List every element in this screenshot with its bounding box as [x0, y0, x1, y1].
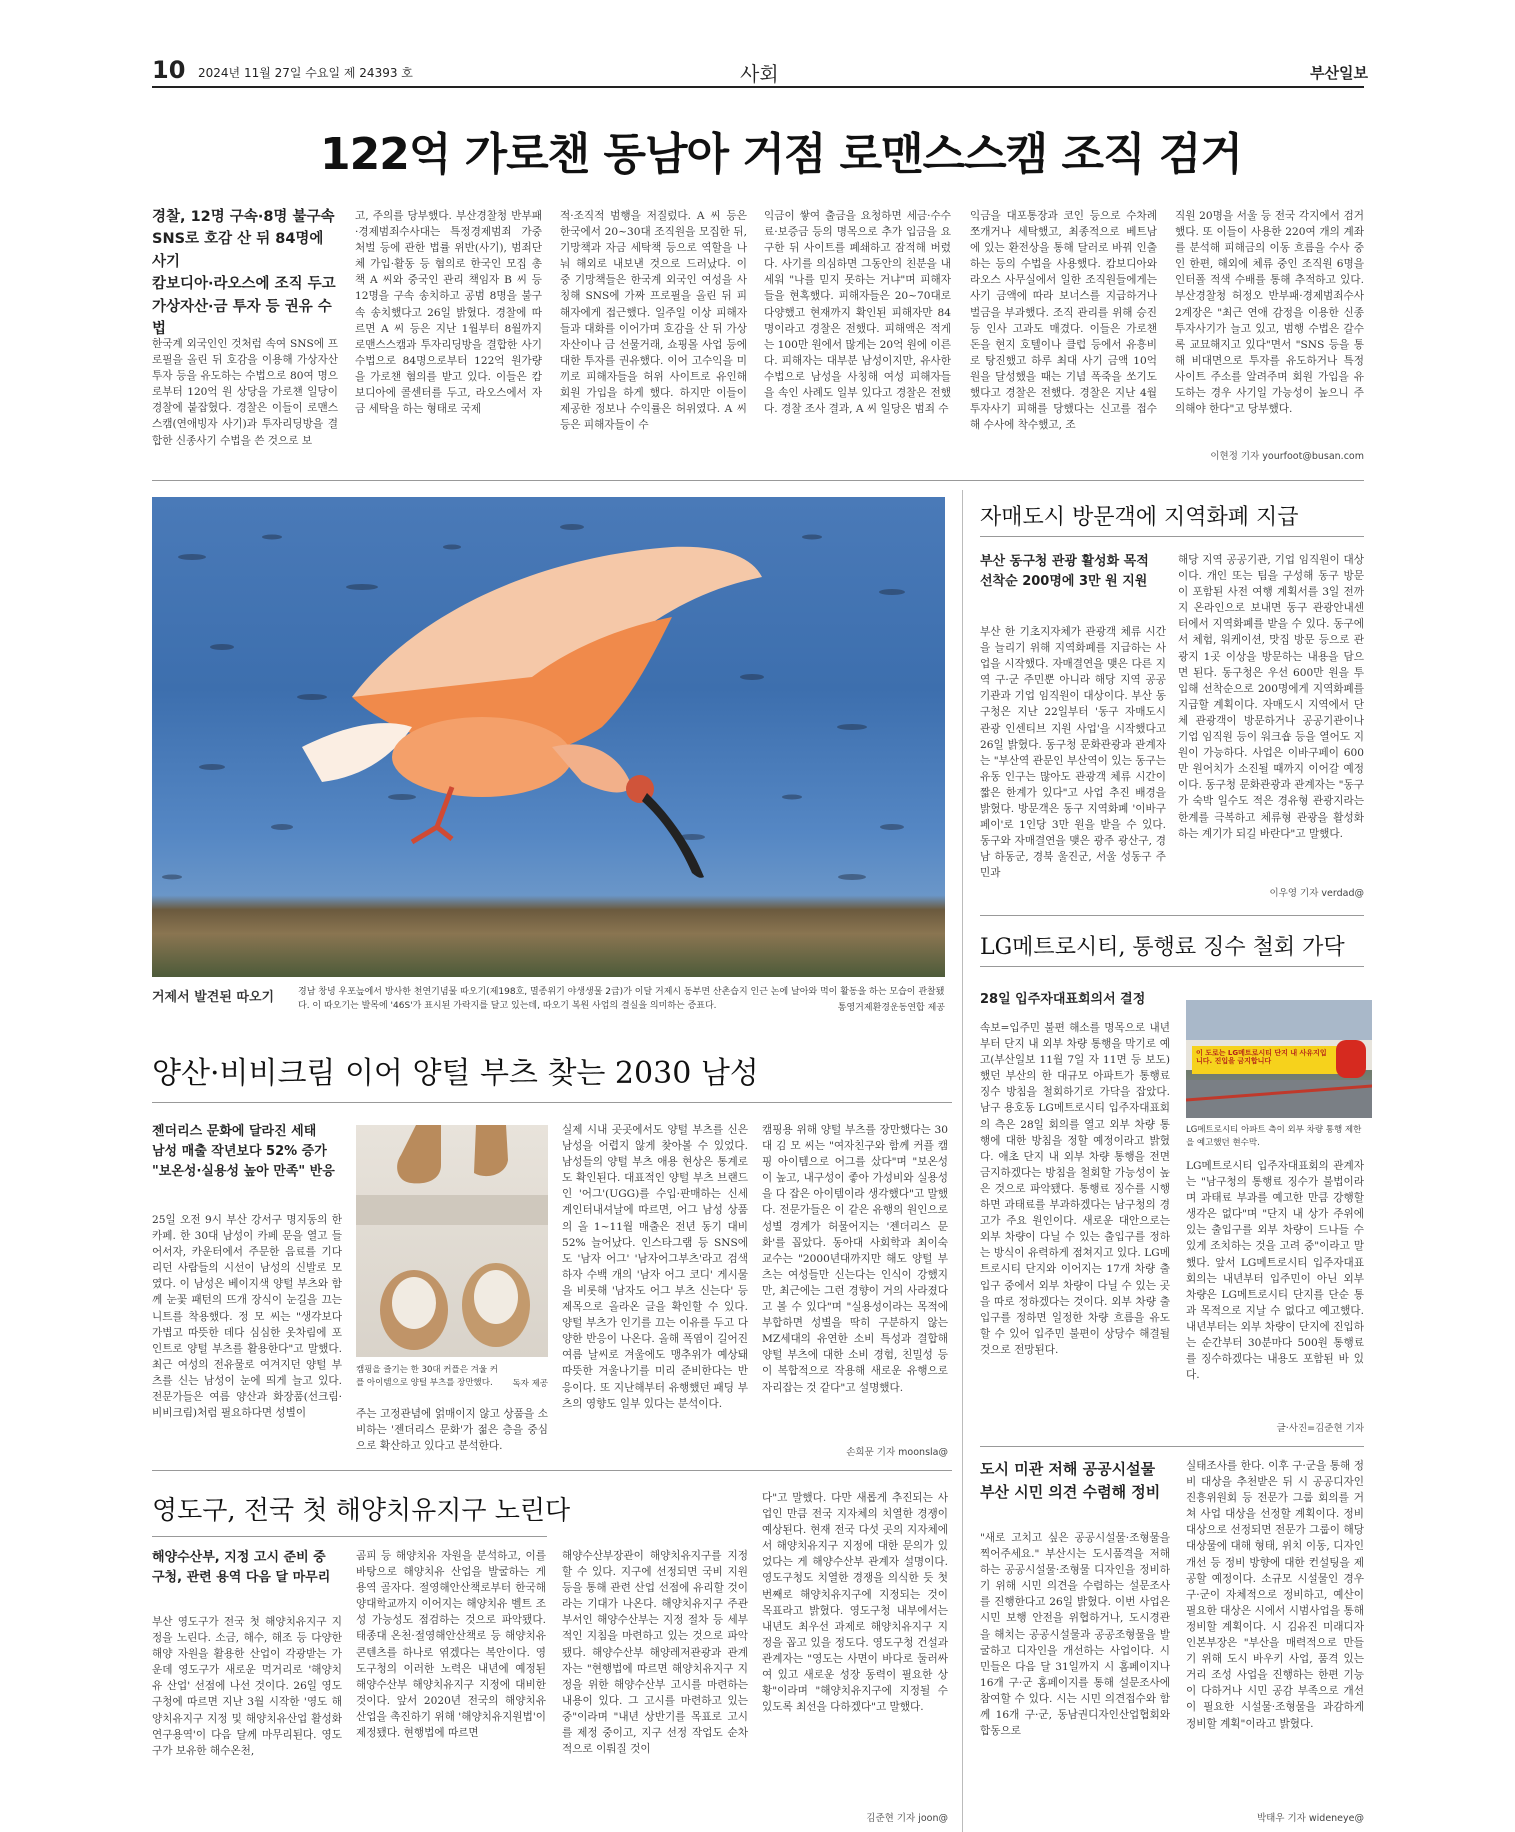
article5-body-col1: 부산 영도구가 전국 첫 해양치유지구 지정을 노린다. 소금, 해수, 해조 등 다양한 해양 자원을 활용한 산업이 각광받는 가운데 영도구가 새로운 먹거리로 '해양치유 산업' 선점에 나선 것이다. 26일 영도구청에 따르면 지난 3월 시작한 '영도 해양치유지구 지정 및 해양치유산업 활성화 연구용역'이 다음 달께 마무리된다. 영도구가 보유한 해수온천, — [152, 1616, 342, 1757]
subhead-line: 캄보디아·라오스에 조직 두고 — [152, 276, 336, 293]
apartment-gate-photo — [1186, 1000, 1372, 1118]
issue-date: 2024년 11월 27일 수요일 제 24393 호 — [198, 66, 413, 80]
article4-body-col1: 속보=입주민 불편 해소를 명목으로 내년부터 단지 내 외부 차량 통행을 막기로 예고(부산일보 11월 7일 자 11면 등 보도)했던 부산의 한 대규모 아파트가 통행료 징수 방침을 철회하기로 가닥을 잡았다. 남구 용호동 LG메트로시티 입주자대표회의 측은 28일 회의를 열고 외부 차량 통행에 대한 방침을 정할 예정이라고 밝혔다. 애초 단지 내 외부 차량 통행을 전면 금지하겠다는 방침을 철회할 가능성이 높은 것으로 파악됐다. 통행료 징수를 시행하면 과태료를 부과하겠다는 남구청의 경고가 주요 원인이다. 새로운 대안으로는 외부 차량이 다닐 수 있는 출입구를 정하는 방식이 유력하게 점쳐지고 있다. LG메트로시티 단지와 이어지는 17개 차량 출입구 중에서 외부 차량이 다닐 수 있는 곳을 따로 정하겠다는 것이다. 외부 차량 출입구를 정하면 일정한 차량 흐름을 유도할 수 있어 입주민 불편이 상당수 해결될 것으로 전망된다. — [980, 1022, 1170, 1356]
ibis-photo — [152, 497, 945, 977]
article3-photo-credit: 독자 제공 — [512, 1379, 548, 1389]
article2-body-col1: 부산 한 기초지자체가 관광객 체류 시간을 늘리기 위해 지역화폐를 지급하는 사업을 시작했다. 자매결연을 맺은 다른 지역 구·군 주민뿐 아니라 해당 지역 공공기관과 기업 임직원이 대상이다. 부산 동구청은 지난 22일부터 '동구 자매도시 관광 인센티브 지원 사업'을 시작했다고 26일 밝혔다. 동구청 문화관광과 관계자는 "부산역 관문인 부산역이 있는 동구는 유동 인구는 많아도 관광객 체류 시간이 짧은 한계가 있다"고 사업 추진 배경을 밝혔다. 방문객은 동구 지역화폐 '이바구페이'로 1인당 3만 원을 받을 수 있다. 동구와 자매결연을 맺은 광주 광산구, 경남 하동군, 경북 울진군, 서울 성동구 주민과 — [980, 626, 1166, 880]
article5-byline: 김준현 기자 joon@ — [866, 1813, 948, 1824]
article4-headline: LG메트로시티, 통행료 징수 철회 가닥 — [980, 935, 1345, 960]
article1-body-col6: 직원 20명을 서울 등 전국 각지에서 검거했다. 또 이들이 사용한 220여 개의 계좌를 분석해 피해금의 이동 흐름을 수사 중인 한편, 해외에 체류 중인 조직원 6명을 인터폴 적색 수배를 통해 추적하고 있다. 부산경찰청 허정오 반부패·경제범죄수사2계장은 "최근 연애 감정을 이용한 신종 투자사기가 늘고 있고, 범행 수법은 갈수록 교묘해지고 있다"면서 "SNS 등을 통해 비대면으로 투자를 유도하거나 특정 사이트 주소를 알려주며 회원 가입을 유도하는 경우 사기일 가능성이 높으니 주의해야 한다"고 당부했다. — [1175, 210, 1364, 416]
article4-photo-caption: LG메트로시티 아파트 측이 외부 차량 통행 제한을 예고했던 현수막. — [1186, 1125, 1362, 1149]
article2-body-col2: 해당 지역 공공기관, 기업 임직원이 대상이다. 개인 또는 팀을 구성해 동구 방문이 포함된 사전 여행 계획서를 3일 전까지 온라인으로 보내면 동구 관광안내센터에서 지역화폐를 받을 수 있다. 동구에서 체험, 워케이션, 맛집 방문 등으로 관광지 1곳 이상을 방문하는 내용을 담으면 된다. 동구청은 우선 600만 원을 투입해 선착순으로 200명에게 지역화폐를 지급할 계획이다. 자매도시 지역에서 단체 관광객이 방문하거나 공공기관이나 기업 임직원 등이 워크숍 등을 열어도 지원이 가능하다. 사업은 이바구페이 600만 원어치가 소진될 때까지 이어갈 예정이다. 동구청 문화관광과 관계자는 "동구가 숙박 일수도 적은 경유형 관광지라는 한계를 극복하고 체류형 관광을 활성화하는 계기가 되길 바란다"고 말했다. — [1178, 554, 1364, 840]
divider — [152, 480, 1364, 481]
wool-boots-photo — [356, 1125, 548, 1357]
article1-body-col3: 적·조직적 범행을 저질렀다. A 씨 등은 한국에서 20~30대 조직원을 모집한 뒤, 기망책과 자금 세탁책 등으로 역할을 나눠 해외로 내보낸 것으로 드러났다. 이 중 기망책들은 한국계 외국인 여성을 사칭해 SNS에 가짜 프로필을 올린 뒤 피해자에게 접근했다. 일주일 이상 피해자들과 대화를 이어가며 호감을 산 뒤 가상자산이나 금 선물거래, 쇼핑몰 사업 등에 대한 투자를 권유했다. 이어 고수익을 미끼로 피해자들을 허위 사이트로 유인해 회원 가입을 하게 했다. 하지만 이들이 제공한 정보나 수익률은 허위였다. A 씨 등은 피해자들이 수 — [560, 210, 747, 432]
article3-photo-caption: 캠핑을 즐기는 한 30대 커플은 겨울 커플 아이템으로 양털 부츠를 장만했다. — [356, 1365, 498, 1389]
article5-body-col2: 곰피 등 해양치유 자원을 분석하고, 이를 바탕으로 해양치유 산업을 발굴하는 게 용역 골자다. 절영해안산책로부터 한국해양대학교까지 이어지는 해양치유 벨트 조성 가능성도 점검하는 것으로 파악됐다. 태종대 온천·절영해안산책로 등 해양치유 콘텐츠를 하나로 엮겠다는 복안이다. 영도구청의 이러한 노력은 내년에 예정된 해양수산부 해양치유지구 지정에 대비한 것이다. 앞서 2020년 전국의 해양치유 산업을 촉진하기 위해 '해양치유지원법'이 제정됐다. 현행법에 따르면 — [356, 1550, 546, 1740]
article6-byline: 박태우 기자 wideneye@ — [1256, 1813, 1364, 1824]
divider — [980, 966, 1364, 967]
subhead-line: 남성 매출 작년보다 52% 증가 — [152, 1144, 327, 1160]
newspaper-name: 부산일보 — [1310, 64, 1368, 82]
subhead-line: 구청, 관련 용역 다음 달 마무리 — [152, 1570, 331, 1586]
subhead-line: 선착순 200명에 3만 원 지원 — [980, 574, 1148, 590]
subhead-line: 가상자산·금 투자 등 권유 수법 — [152, 298, 332, 338]
article1-body-col4: 익금이 쌓여 출금을 요청하면 세금·수수료·보증금 등의 명목으로 추가 입금을 요구한 뒤 사이트를 폐쇄하고 잠적해 버렸다. 사기를 의심하면 그동안의 친분을 내세워 "나를 믿지 못하는 거냐"며 피해자들을 현혹했다. 피해자들은 20~70대로 다양했고 현재까지 확인된 피해자만 84명이라고 경찰은 전했다. 피해액은 적게는 100만 원에서 많게는 20억 원에 이른다. 피해자는 대부분 남성이지만, 유사한 수법으로 남성을 사칭해 여성 피해자들을 속인 사례도 일부 있다고 경찰은 전했다. 경찰 조사 결과, A 씨 일당은 범죄 수 — [764, 210, 951, 416]
banner-text: 이 도로는 LG메트로시티 단지 내 사유지입니다. 진입을 금지합니다 — [1196, 1049, 1327, 1066]
article4-byline: 글·사진=김준현 기자 — [1276, 1423, 1364, 1434]
page-number: 10 — [152, 56, 186, 84]
section-title: 사회 — [740, 62, 779, 86]
boots-illustration — [356, 1125, 548, 1357]
divider — [152, 1470, 952, 1471]
subhead-line: 젠더리스 문화에 달라진 세태 — [152, 1124, 317, 1139]
divider — [152, 1536, 547, 1537]
article5-body-col3: 해양수산부장관이 해양치유지구를 지정할 수 있다. 지구에 선정되면 국비 지원 등을 통해 관련 산업 선점에 유리할 것이라는 기대가 나온다. 해양치유지구 주관 부서인 해양수산부는 지정 절차 등 세부적인 지침을 마련하고 있는 것으로 파악됐다. 해양수산부 해양레저관광과 관계자는 "현행법에 따르면 해양치유지구 지정을 위한 해양수산부 고시를 마련하는 내용이 있다. 그 고시를 마련하고 있는 중"이라며 "내년 상반기를 목표로 고시를 제정 중이고, 지구 선정 작업도 순차적으로 이뤄질 것이 — [562, 1550, 748, 1756]
article4-body-col2: LG메트로시티 입주자대표회의 관계자는 "남구청의 통행료 징수가 불법이라며 과태료 부과를 예고한 만큼 강행할 생각은 없다"며 "단지 내 상가 주위에 있는 출입구를 외부 차량이 드나들 수 있게 조치하는 것을 고려 중"이라고 말했다. 앞서 LG메트로시티 입주자대표회의는 내년부터 입주민이 아닌 외부 차량은 LG메트로시티 단지를 단순 통과 목적으로 지날 수 없다고 예고했다. 내년부터는 외부 차량이 단지에 진입하는 순간부터 30분마다 500원 통행료를 징수하겠다는 내용도 포함된 바 있다. — [1186, 1160, 1364, 1382]
article1-byline: 이현정 기자 yourfoot@busan.com — [1210, 451, 1364, 462]
divider — [152, 1102, 952, 1103]
article1-body-col2: 고, 주의를 당부했다. 부산경찰청 반부패·경제범죄수사대는 특정경제범죄 가중 처벌 등에 관한 법률 위반(사기), 범죄단체 가입·활동 등 혐의로 한국인 모집 총책 A 씨와 중국인 관리 책임자 B 씨 등 12명을 구속 송치하고 공범 8명을 불구속 송치했다고 26일 밝혔다. 경찰에 따르면 A 씨 등은 지난 1월부터 8월까지 로맨스스캠과 투자리딩방을 결합한 사기 수법으로 84명으로부터 122억 원가량을 가로챈 혐의를 받고 있다. 이들은 캄보디아에 콜센터를 두고, 라오스에서 자금 세탁을 하는 형태로 국제 — [355, 210, 542, 416]
article6-body-col1: "새로 고치고 싶은 공공시설물·조형물을 찍어주세요." 부산시는 도시품격을 저해하는 공공시설물·조형물 디자인을 정비하기 위해 시민 의견을 수렴하는 설문조사를 진행한다고 26일 밝혔다. 이번 사업은 시민 보행 안전을 위협하거나, 도시경관을 해치는 공공시설물과 공공조형물을 발굴하고 디자인을 개선하는 사업이다. 시민들은 다음 달 31일까지 시 홈페이지나 16개 구·군 홈페이지를 통해 설문조사에 참여할 수 있다. 시는 시민 의견접수와 함께 16개 구·군, 동남권디자인산업협회와 합동으로 — [980, 1532, 1170, 1738]
subhead-line: 경찰, 12명 구속·8명 불구속 — [152, 209, 335, 225]
subhead-line: "보온성·실용성 높아 만족" 반응 — [152, 1164, 335, 1180]
article5-subhead — [152, 1548, 348, 1588]
article3-body-col4: 캠핑용 위해 양털 부츠를 장만했다는 30대 김 모 씨는 "여자친구와 함께 커플 캠핑 아이템으로 어그를 샀다"며 "보온성이 높고, 내구성이 좋아 가성비와 실용성을 다 잡은 아이템이라 생각했다"고 말했다. 전문가들은 이 같은 유행의 원인으로 성별 경계가 허물어지는 '젠더리스 문화'를 꼽았다. 동아대 사회학과 최이숙 교수는 "2000년대까지만 해도 양털 부츠는 여성들만 신는다는 인식이 강했지만, 최근에는 그런 경향이 거의 사라졌다고 볼 수 있다"며 "실용성이라는 목적에 부합하면 성별을 딱히 구분하지 않는 MZ세대의 유연한 소비 특성과 결합해 양털 부츠에 대한 소비 경험, 친밀성 등이 복합적으로 작용해 새로운 유행으로 자리잡는 것 같다"고 설명했다. — [762, 1124, 948, 1394]
article2-subhead — [980, 552, 1170, 592]
article6-headline — [980, 1458, 1180, 1505]
article4-subhead: 28일 입주자대표회의서 결정 — [980, 992, 1146, 1007]
photo1-caption: 경남 창녕 우포늪에서 방사한 천연기념물 따오기(제198호, 멸종위기 야생생물 2급)가 이달 거제시 동부면 산촌습지 인근 논에 날아와 먹이 활동을 하는 모습이 관찰됐다. 이 따오기는 발목에 '46S'가 표시된 가락지를 달고 있는데, 따오기 복원 사업의 결실을 의미하는 증표다. — [298, 987, 945, 1011]
article3-byline: 손희문 기자 moonsla@ — [846, 1447, 948, 1458]
article3-body-col2: 주는 고정관념에 얽매이지 않고 상품을 소비하는 '젠더리스 문화'가 젊은 층을 중심으로 확산하고 있다고 분석한다. — [356, 1408, 548, 1453]
article3-body-col1: 25일 오전 9시 부산 강서구 명지동의 한 카페. 한 30대 남성이 카페 문을 열고 들어서자, 카운터에서 주문한 음료를 기다리던 사람들의 시선이 남성의 신발로 모였다. 이 남성은 베이지색 양털 부츠와 함께 눈꽃 패턴의 뜨개 장식이 눈길을 끄는 니트를 착용했다. 정 모 씨는 "생각보다 가볍고 따뜻한 데다 심심한 옷차림에 포인트로 양털 부츠를 활용한다"고 말했다. 최근 여성의 전유물로 여겨지던 양털 부츠를 신는 남성이 눈에 띄게 늘고 있다. 전문가들은 여름 양산과 화장품(선크림·비비크림)처럼 필요하다면 성별이 — [152, 1214, 342, 1420]
photo1-caption-title: 거제서 발견된 따오기 — [152, 990, 275, 1005]
divider — [980, 915, 1364, 916]
headline-line: 도시 미관 저해 공공시설물 — [980, 1460, 1156, 1478]
article3-body-col3: 실제 시내 곳곳에서도 양털 부츠를 신은 남성을 어렵지 않게 찾아볼 수 있었다. 남성들의 양털 부츠 애용 현상은 통계로도 확인된다. 대표적인 양털 부츠 브랜드인 '어그'(UGG)를 수입·판매하는 신세계인터내셔날에 따르면, 어그 남성 상품의 올 1~11월 매출은 전년 동기 대비 52% 늘어났다. 인스타그램 등 SNS에도 '남자 어그' '남자어그부츠'라고 검색하자 수백 개의 '남자 어그 코디' 게시물을 비롯해 '남자도 어그 부츠 신는다' 등 제목으로 올라온 글을 확인할 수 있다. 양털 부츠가 인기를 끄는 이유를 두고 다양한 반응이 나온다. 올해 폭염이 길어진 여름 날씨로 겨울에도 맹추위가 예상돼 따뜻한 겨울나기를 미리 준비한다는 반응이다. 또 지난해부터 유행했던 패딩 부츠의 영향도 일부 있다는 분석이다. — [562, 1124, 748, 1410]
article6-body-col2: 실태조사를 한다. 이후 구·군을 통해 정비 대상을 추천받은 뒤 시 공공디자인진흥위원회 등 전문가 그룹 회의를 거쳐 사업 대상을 선정할 계획이다. 정비 대상으로 선정되면 전문가 그룹이 해당 대상물에 대해 형태, 위치 이동, 디자인 개선 등 정비 방향에 대한 컨설팅을 제공할 예정이다. 소규모 시설물인 경우 구·군이 자체적으로 정비하고, 예산이 필요한 대상은 시에서 시범사업을 통해 정비할 계획이다. 시 김유진 미래디자인본부장은 "부산을 매력적으로 만들기 위해 도시 바우키 사업, 품격 있는 거리 조성 사업을 진행하는 한편 기능이 다하거나 시민 공감 부족으로 개선이 필요한 시설물·조형물을 과감하게 정비할 계획"이라고 밝혔다. — [1186, 1460, 1364, 1730]
article3-headline: 양산·비비크림 이어 양털 부츠 찾는 2030 남성 — [152, 1056, 759, 1091]
header-rule — [152, 86, 1364, 88]
article5-headline: 영도구, 전국 첫 해양치유지구 노린다 — [152, 1496, 571, 1526]
article5-body-col4: 다"고 말했다. 다만 새롭게 추진되는 사업인 만큼 전국 지자체의 치열한 경쟁이 예상된다. 현재 전국 다섯 곳의 지자체에서 해양치유지구 지정에 대한 문의가 있었다는 게 해양수산부 관계자 설명이다. 영도구청도 치열한 경쟁을 의식한 듯 첫 번째로 해양치유지구에 지정되는 것이 목표라고 밝혔다. 영도구청 내부에서는 내년도 최우선 과제로 해양치유지구 지정을 꼽고 있을 정도다. 영도구청 건설과 관계자는 "영도는 사면이 바다로 둘러싸여 있고 새로운 성장 동력이 필요한 상황"이라며 "해양치유지구에 지정될 수 있도록 최선을 다하겠다"고 말했다. — [762, 1492, 948, 1714]
subhead-line: 부산 동구청 관광 활성화 목적 — [980, 554, 1149, 569]
article2-headline: 자매도시 방문객에 지역화폐 지급 — [980, 505, 1299, 530]
article3-subhead — [152, 1122, 352, 1182]
divider — [980, 536, 1364, 537]
subhead-line: 해양수산부, 지정 고시 준비 중 — [152, 1550, 326, 1565]
ibis-illustration — [152, 497, 945, 977]
article1-headline: 122억 가로챈 동남아 거점 로맨스스캠 조직 검거 — [320, 129, 1242, 180]
article1-body-col1: 한국계 외국인인 것처럼 속여 SNS에 프로필을 올린 뒤 호감을 이용해 가상자산 투자 등을 유도하는 수법으로 80여 명으로부터 120억 원 상당을 가로챈 일당이 경찰에 붙잡혔다. 경찰은 이들이 로맨스스캠(연애빙자 사기)과 투자리딩방을 결합한 신종사기 수법을 쓴 것으로 보 — [152, 338, 338, 447]
subhead-line: SNS로 호감 산 뒤 84명에 사기 — [152, 231, 324, 270]
headline-line: 부산 시민 의견 수렴해 정비 — [980, 1483, 1161, 1502]
article1-body-col5: 익금을 대포통장과 코인 등으로 수차례 쪼개거나 세탁했고, 최종적으로 베트남에 있는 환전상을 통해 달러로 바꿔 인출하는 등의 수법을 사용했다. 캄보디아와 라오스 사무실에서 일한 조직원들에게는 사기 금액에 따라 보너스를 지급하거나 벌금을 부과했다. 조직 관리를 위해 승진 등 인사 고과도 매겼다. 이들은 가로챈 돈을 현지 호텔이나 클럽 등에서 유흥비로 탕진했고 하루 최대 사기 금액 10억 원을 달성했을 때는 기념 폭죽을 쏘기도 했다고 경찰은 전했다. 경찰은 지난 4월 투자사기 피해를 당했다는 신고를 접수해 수사에 착수했고, 조 — [970, 210, 1157, 432]
photo1-credit: 통영거제환경운동연합 제공 — [837, 1003, 945, 1013]
column-divider — [962, 490, 963, 1832]
divider — [980, 1446, 1364, 1447]
article2-byline: 이우영 기자 verdad@ — [1269, 888, 1364, 899]
article1-subhead — [152, 206, 342, 341]
